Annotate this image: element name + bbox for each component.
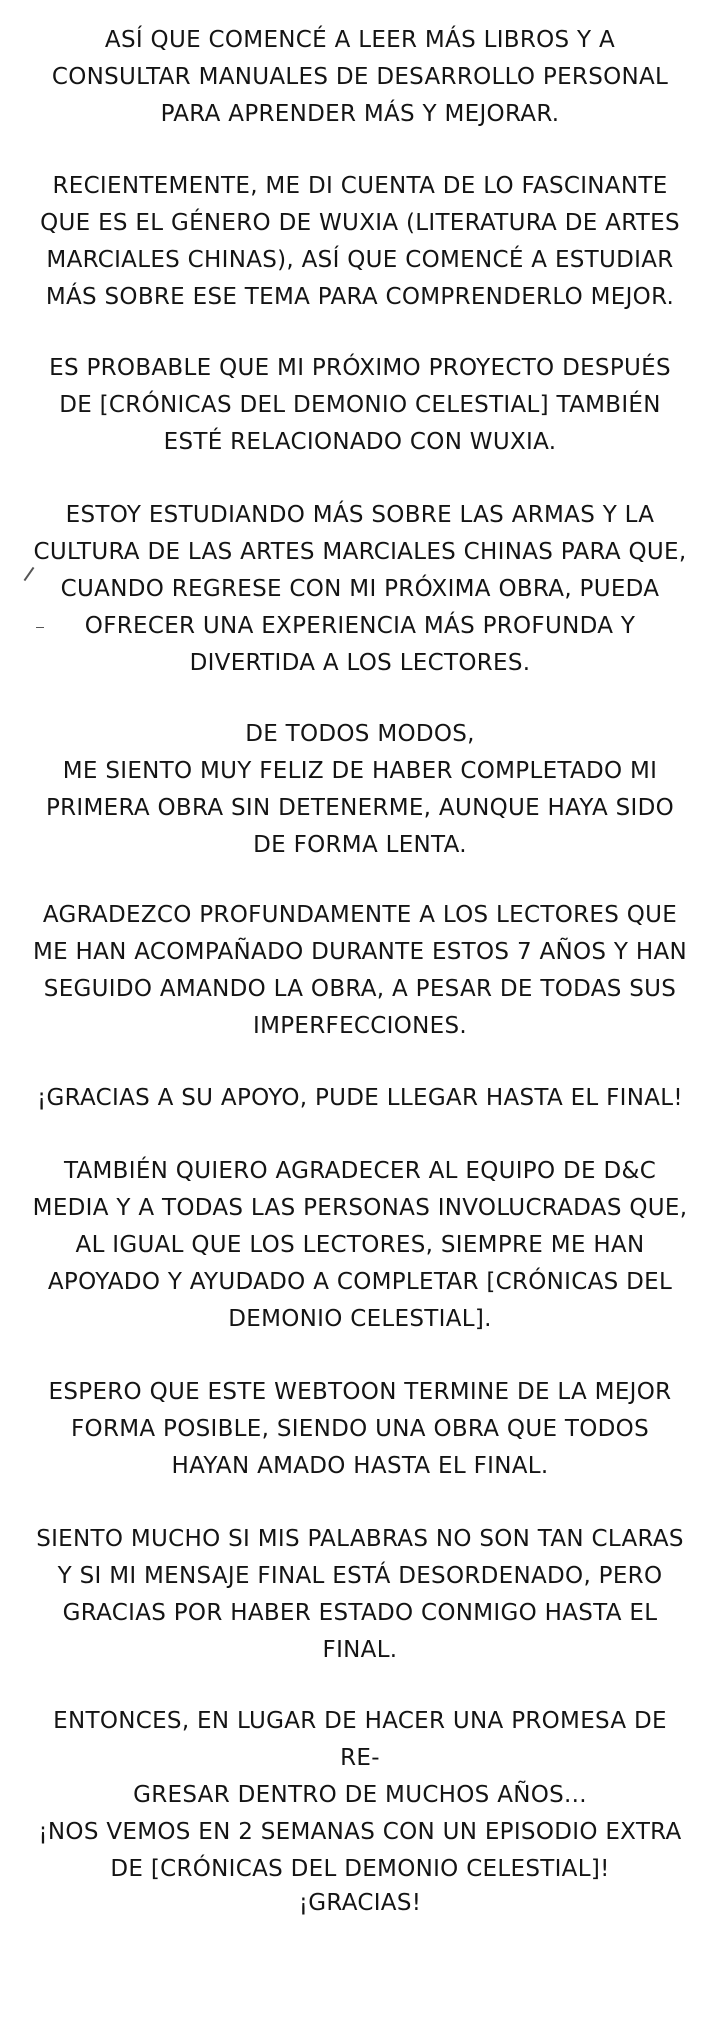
paragraph-gracias: ¡GRACIAS! <box>298 1890 422 1916</box>
paragraph-thanks-team: TAMBIÉN QUIERO AGRADECER AL EQUIPO DE D&C MEDIA Y A TODAS LAS PERSONAS INVOLUCRADAS QUE, AL IGUAL QUE LOS LECTORES, SIEMPRE ME HAN APOYADO Y AYUDADO A COMPLETAR [CRÓNICAS DEL DEMONIO CELESTIAL]. <box>32 1158 688 1332</box>
paragraph-next-project: ES PROBABLE QUE MI PRÓXIMO PROYECTO DESPUÉS DE [CRÓNICAS DEL DEMONIO CELESTIAL] TAMBIÉN ESTÉ RELACIONADO CON WUXIA. <box>49 355 671 455</box>
paragraph-support: ¡GRACIAS A SU APOYO, PUDE LLEGAR HASTA EL FINAL! <box>37 1085 683 1111</box>
paragraph-farewell: ENTONCES, EN LUGAR DE HACER UNA PROMESA DE RE- GRESAR DENTRO DE MUCHOS AÑOS... ¡NOS VEMOS EN 2 SEMANAS CON UN EPISODIO EXTRA DE [CRÓNICAS DEL DEMONIO CELESTIAL]! <box>38 1708 682 1882</box>
stray-dash-mark <box>36 627 44 628</box>
paragraph-studying: ESTOY ESTUDIANDO MÁS SOBRE LAS ARMAS Y LA CULTURA DE LAS ARTES MARCIALES CHINAS PARA QUE, CUANDO REGRESE CON MI PRÓXIMA OBRA, PUEDA OFRECER UNA EXPERIENCIA MÁS PROFUNDA Y DIVERTIDA A LOS LECTORES. <box>33 502 687 676</box>
paragraph-books: ASÍ QUE COMENCÉ A LEER MÁS LIBROS Y A CONSULTAR MANUALES DE DESARROLLO PERSONAL PARA APRENDER MÁS Y MEJORAR. <box>51 27 669 127</box>
paragraph-hope: ESPERO QUE ESTE WEBTOON TERMINE DE LA MEJOR FORMA POSIBLE, SIENDO UNA OBRA QUE TODOS HAYAN AMADO HASTA EL FINAL. <box>48 1379 672 1479</box>
paragraph-apology: SIENTO MUCHO SI MIS PALABRAS NO SON TAN CLARAS Y SI MI MENSAJE FINAL ESTÁ DESORDENADO, PERO GRACIAS POR HABER ESTADO CONMIGO HASTA EL FINAL. <box>36 1526 684 1663</box>
paragraph-thanks-readers: AGRADEZCO PROFUNDAMENTE A LOS LECTORES QUE ME HAN ACOMPAÑADO DURANTE ESTOS 7 AÑOS Y HAN SEGUIDO AMANDO LA OBRA, A PESAR DE TODAS SUS IMPERFECCIONES. <box>32 902 688 1039</box>
paragraph-wuxia-discovery: RECIENTEMENTE, ME DI CUENTA DE LO FASCINANTE QUE ES EL GÉNERO DE WUXIA (LITERATURA DE ARTES MARCIALES CHINAS), ASÍ QUE COMENCÉ A ESTUDIAR MÁS SOBRE ESE TEMA PARA COMPRENDERLO MEJOR. <box>40 173 680 310</box>
paragraph-happy: DE TODOS MODOS, ME SIENTO MUY FELIZ DE HABER COMPLETADO MI PRIMERA OBRA SIN DETENERME, AUNQUE HAYA SIDO DE FORMA LENTA. <box>45 721 675 858</box>
